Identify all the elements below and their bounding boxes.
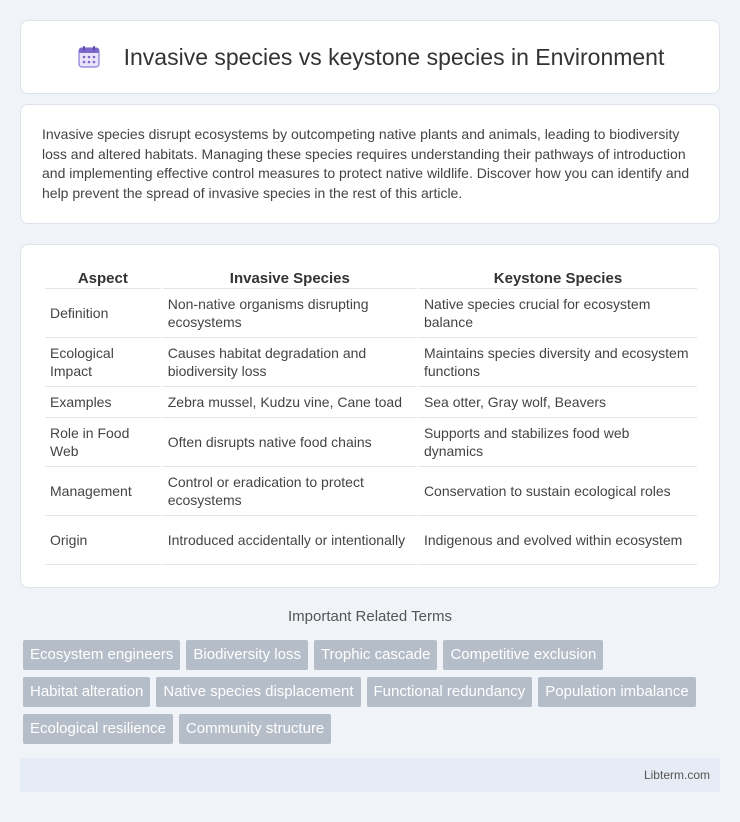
- table-cell-aspect: Ecological Impact: [45, 338, 161, 387]
- related-term-tag[interactable]: Competitive exclusion: [443, 640, 603, 670]
- related-term-tag[interactable]: Native species displacement: [156, 677, 360, 707]
- related-terms-heading: Important Related Terms: [288, 608, 452, 625]
- table-cell-keystone: Indigenous and evolved within ecosystem: [419, 516, 697, 565]
- table-cell-keystone: Supports and stabilizes food web dynamics: [419, 418, 697, 467]
- table-row: [45, 289, 697, 338]
- intro-paragraph: Invasive species disrupt ecosystems by outcompeting native plants and animals, leading to biodiversity loss and altered habitats. Managing these species requires understanding their pathways of introduction and implementing effective control measures to protect native wildlife. Discover how you can identify and help prevent the spread of invasive species in the rest of this article.: [42, 126, 690, 201]
- column-header-keystone: Keystone Species: [419, 265, 697, 289]
- related-term-tag[interactable]: Habitat alteration: [23, 677, 150, 707]
- comparison-table-card: [20, 244, 720, 588]
- table-cell-invasive: Non-native organisms disrupting ecosystems: [163, 289, 417, 338]
- table-cell-invasive: Causes habitat degradation and biodiversity loss: [163, 338, 417, 387]
- table-cell-keystone: Native species crucial for ecosystem balance: [419, 289, 697, 338]
- table-cell-aspect: Role in Food Web: [45, 418, 161, 467]
- table-row: [45, 338, 697, 387]
- related-term-tag[interactable]: Biodiversity loss: [186, 640, 308, 670]
- comparison-table: [43, 265, 699, 565]
- table-cell-keystone: Maintains species diversity and ecosystem functions: [419, 338, 697, 387]
- footer-brand-link[interactable]: Libterm.com: [643, 768, 710, 782]
- table-cell-aspect: Origin: [45, 516, 161, 565]
- related-term-tag[interactable]: Ecological resilience: [23, 714, 173, 744]
- title-card: [20, 20, 720, 94]
- table-cell-invasive: Control or eradication to protect ecosystems: [163, 467, 417, 516]
- table-row: [45, 467, 697, 516]
- table-cell-aspect: Examples: [45, 387, 161, 418]
- related-terms-list: [23, 640, 723, 744]
- related-term-tag[interactable]: Population imbalance: [538, 677, 695, 707]
- table-cell-aspect: Management: [45, 467, 161, 516]
- related-term-tag[interactable]: Functional redundancy: [367, 677, 533, 707]
- column-header-invasive: Invasive Species: [163, 265, 417, 289]
- related-term-tag[interactable]: Trophic cascade: [314, 640, 438, 670]
- table-cell-invasive: Zebra mussel, Kudzu vine, Cane toad: [163, 387, 417, 418]
- table-row: [45, 387, 697, 418]
- page-title: Invasive species vs keystone species in Environment: [123, 43, 665, 70]
- table-header-row: [45, 265, 697, 289]
- intro-card: [20, 104, 720, 224]
- calendar-grid-icon: [76, 44, 102, 70]
- table-row: [45, 418, 697, 467]
- table-cell-keystone: Sea otter, Gray wolf, Beavers: [419, 387, 697, 418]
- column-header-aspect: Aspect: [45, 265, 161, 289]
- related-term-tag[interactable]: Ecosystem engineers: [23, 640, 180, 670]
- table-cell-invasive: Often disrupts native food chains: [163, 418, 417, 467]
- table-cell-keystone: Conservation to sustain ecological roles: [419, 467, 697, 516]
- table-cell-invasive: Introduced accidentally or intentionally: [163, 516, 417, 565]
- table-cell-aspect: Definition: [45, 289, 161, 338]
- footer: [20, 758, 720, 792]
- related-term-tag[interactable]: Community structure: [179, 714, 331, 744]
- table-row: [45, 516, 697, 565]
